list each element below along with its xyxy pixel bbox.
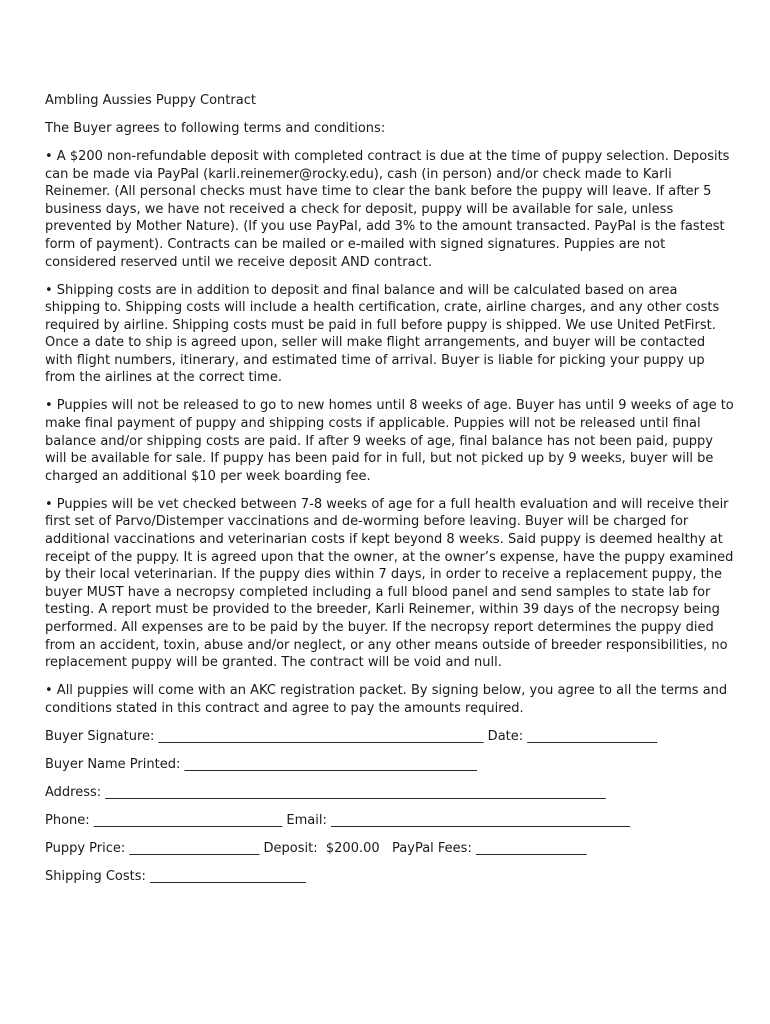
term-health: • Puppies will be vet checked between 7-8 weeks of age for a full health evaluation and will receive their first set of Parvo/Distemper vaccinations and de-worming before leaving. Buyer will be charged for additional vaccinations and veterinarian costs if kept beyond 8 weeks. Said puppy is deemed healthy at receipt of the puppy. It is agreed upon that the owner, at the owner’s expense, have the puppy examined by their local veterinarian. If the puppy dies within 7 days, in order to receive a replacement puppy, the buyer MUST have a necropsy completed including a full blood panel and send samples to state lab for testing. A report must be provided to the breeder, Karli Reinemer, within 39 days of the necropsy being performed. All expenses are to be paid by the buyer. If the necropsy report determines the puppy died from an accident, toxin, abuse and/or neglect, or any other means outside of breeder responsibilities, no replacement puppy will be granted. The contract will be void and null. <box>45 496 734 671</box>
address-line: Address: _____________________________________________________________________________ <box>45 784 606 800</box>
term-registration: • All puppies will come with an AKC registration packet. By signing below, you agree to all the terms and conditions stated in this contract and agree to pay the amounts required. <box>45 683 728 716</box>
intro-text: The Buyer agrees to following terms and conditions: <box>45 120 386 136</box>
term-shipping: • Shipping costs are in addition to deposit and final balance and will be calculated based on area shipping to. Shipping costs will include a health certification, crate, airline charges, and any other costs required by airline. Shipping costs must be paid in full before puppy is shipped. We use United PetFirst. Once a date to ship is agreed upon, seller will make flight arrangements, and buyer will be contacted with flight numbers, itinerary, and estimated time of arrival. Buyer is liable for picking your puppy up from the airlines at the correct time. <box>45 282 720 386</box>
buyer-name-line: Buyer Name Printed: _____________________________________________ <box>45 756 477 772</box>
document-title: Ambling Aussies Puppy Contract <box>45 93 256 108</box>
contract-document <box>45 92 735 896</box>
term-deposit: • A $200 non-refundable deposit with completed contract is due at the time of puppy selection. Deposits can be made via PayPal (karli.reinemer@rocky.edu), cash (in person) and/or check made to Karli Reinemer. (All personal checks must have time to clear the bank before the puppy will leave. If after 5 business days, we have not received a check for deposit, puppy will be available for sale, unless prevented by Mother Nature). (If you use PayPal, add 3% to the amount transacted. PayPal is the fastest form of payment). Contracts can be mailed or e-mailed with signed signatures. Puppies are not considered reserved until we receive deposit AND contract. <box>45 148 730 270</box>
term-release-age: • Puppies will not be released to go to new homes until 8 weeks of age. Buyer has until 9 weeks of age to make final payment of puppy and shipping costs if applicable. Puppies will not be released until final balance and/or shipping costs are paid. If after 9 weeks of age, final balance has not been paid, puppy will be available for sale. If puppy has been paid for in full, but not picked up by 9 weeks, buyer will be charged an additional $10 per week boarding fee. <box>45 398 734 484</box>
phone-email-line: Phone: _____________________________ Email: ______________________________________________ <box>45 812 630 828</box>
price-deposit-fees-line: Puppy Price: ____________________ Deposit: $200.00 PayPal Fees: _________________ <box>45 840 587 856</box>
buyer-signature-line: Buyer Signature: __________________________________________________ Date: ____________________ <box>45 728 658 744</box>
shipping-costs-line: Shipping Costs: ________________________ <box>45 868 307 884</box>
